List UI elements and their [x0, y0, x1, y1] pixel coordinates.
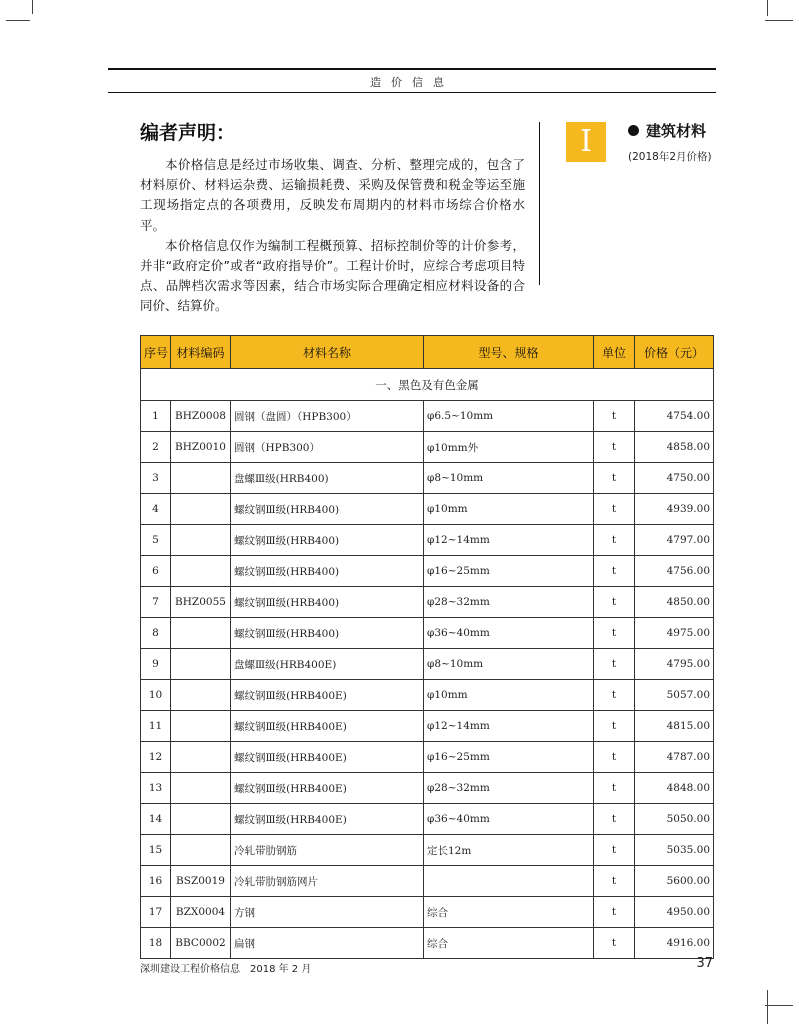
- cell-no: 3: [141, 463, 171, 494]
- cell-spec: φ28~32mm: [424, 773, 594, 804]
- table-row: [141, 494, 714, 525]
- cell-name: 螺纹钢Ⅲ级(HRB400E): [231, 711, 424, 742]
- crop-mark-bottom-right: [765, 1005, 793, 1006]
- cell-spec: φ36~40mm: [424, 618, 594, 649]
- cell-name: 盘螺Ⅲ级(HRB400): [231, 463, 424, 494]
- notice-title: 编者声明：: [140, 122, 236, 144]
- table-row: [141, 835, 714, 866]
- table-row: [141, 401, 714, 432]
- table-row: [141, 897, 714, 928]
- cell-no: 10: [141, 680, 171, 711]
- cell-spec: 综合: [424, 897, 594, 928]
- editor-notice: [140, 118, 525, 317]
- section-title: [628, 120, 706, 141]
- cell-unit: t: [594, 897, 635, 928]
- cell-price: 4950.00: [635, 897, 714, 928]
- cell-name: 方钢: [231, 897, 424, 928]
- cell-price: 4850.00: [635, 587, 714, 618]
- cell-code: BZX0004: [171, 897, 231, 928]
- cell-name: 螺纹钢Ⅲ级(HRB400E): [231, 742, 424, 773]
- cell-code: [171, 773, 231, 804]
- cell-no: 12: [141, 742, 171, 773]
- cell-no: 11: [141, 711, 171, 742]
- cell-no: 15: [141, 835, 171, 866]
- table-row: [141, 773, 714, 804]
- section-title-text: 建筑材料: [646, 122, 707, 140]
- cell-name: 圆钢（盘圆）（HPB300）: [231, 401, 424, 432]
- cell-unit: t: [594, 835, 635, 866]
- cell-unit: t: [594, 587, 635, 618]
- crop-mark-top-left: [6, 20, 30, 21]
- cell-name: 圆钢（HPB300）: [231, 432, 424, 463]
- cell-spec: 定长12m: [424, 835, 594, 866]
- cell-price: 4916.00: [635, 928, 714, 959]
- cell-code: [171, 711, 231, 742]
- group-row: [141, 369, 714, 401]
- cell-code: BHZ0008: [171, 401, 231, 432]
- cell-unit: t: [594, 401, 635, 432]
- publication-date: 2018 年 2 月: [250, 964, 312, 975]
- cell-price: 5600.00: [635, 866, 714, 897]
- cell-price: 4756.00: [635, 556, 714, 587]
- cell-name: 冷轧带肋钢筋: [231, 835, 424, 866]
- cell-price: 4848.00: [635, 773, 714, 804]
- cell-price: 4815.00: [635, 711, 714, 742]
- cell-unit: t: [594, 773, 635, 804]
- cell-code: [171, 742, 231, 773]
- table-row: [141, 866, 714, 897]
- cell-code: [171, 835, 231, 866]
- cell-code: BHZ0055: [171, 587, 231, 618]
- cell-unit: t: [594, 525, 635, 556]
- price-table: [140, 335, 714, 959]
- table-row: [141, 742, 714, 773]
- publication-name: 深圳建设工程价格信息: [140, 964, 240, 975]
- table-header-row: [141, 336, 714, 369]
- cell-no: 16: [141, 866, 171, 897]
- cell-spec: [424, 866, 594, 897]
- cell-spec: φ12~14mm: [424, 525, 594, 556]
- cell-no: 18: [141, 928, 171, 959]
- cell-code: BBC0002: [171, 928, 231, 959]
- cell-code: BSZ0019: [171, 866, 231, 897]
- cell-name: 冷轧带肋钢筋网片: [231, 866, 424, 897]
- col-header-no: 序号: [141, 336, 171, 369]
- cell-spec: φ6.5~10mm: [424, 401, 594, 432]
- cell-unit: t: [594, 928, 635, 959]
- cell-unit: t: [594, 494, 635, 525]
- notice-paragraph-2: 本价格信息仅作为编制工程概预算、招标控制价等的计价参考，并非“政府定价”或者“政府指导价”。工程计价时，应综合考虑项目特点、品牌档次需求等因素，结合市场实际合理确定相应材料设备的合同价、结算价。: [140, 237, 525, 314]
- vertical-divider: [539, 122, 540, 285]
- col-header-price: 价格（元）: [635, 336, 714, 369]
- cell-no: 8: [141, 618, 171, 649]
- crop-mark-top-left-v: [32, 0, 33, 14]
- section-subtitle: (2018年2月价格): [628, 151, 712, 163]
- cell-spec: 综合: [424, 928, 594, 959]
- table-row: [141, 525, 714, 556]
- cell-name: 螺纹钢Ⅲ级(HRB400E): [231, 680, 424, 711]
- cell-code: [171, 463, 231, 494]
- col-header-code: 材料编码: [171, 336, 231, 369]
- table-row: [141, 680, 714, 711]
- header-rule-top: [108, 68, 716, 70]
- crop-mark-top-right: [765, 20, 793, 21]
- cell-price: 5057.00: [635, 680, 714, 711]
- notice-paragraph-1: 本价格信息是经过市场收集、调查、分析、整理完成的，包含了材料原价、材料运杂费、运输损耗费、采购及保管费和税金等运至施工现场指定点的各项费用，反映发布周期内的材料市场综合价格水平。: [140, 157, 525, 233]
- cell-price: 4754.00: [635, 401, 714, 432]
- cell-price: 4795.00: [635, 649, 714, 680]
- cell-unit: t: [594, 556, 635, 587]
- cell-spec: φ8~10mm: [424, 463, 594, 494]
- running-title: 造价信息: [370, 76, 454, 89]
- header-rule-bottom: [108, 92, 716, 93]
- table-row: [141, 618, 714, 649]
- page-number: 37: [696, 956, 713, 971]
- cell-name: 盘螺Ⅲ级(HRB400E): [231, 649, 424, 680]
- cell-price: 4787.00: [635, 742, 714, 773]
- cell-price: 5050.00: [635, 804, 714, 835]
- cell-price: 4797.00: [635, 525, 714, 556]
- cell-spec: φ36~40mm: [424, 804, 594, 835]
- cell-no: 17: [141, 897, 171, 928]
- cell-unit: t: [594, 463, 635, 494]
- cell-code: [171, 680, 231, 711]
- cell-name: 螺纹钢Ⅲ级(HRB400): [231, 556, 424, 587]
- table-row: [141, 587, 714, 618]
- cell-unit: t: [594, 711, 635, 742]
- table-row: [141, 432, 714, 463]
- cell-name: 螺纹钢Ⅲ级(HRB400): [231, 587, 424, 618]
- cell-code: BHZ0010: [171, 432, 231, 463]
- cell-no: 6: [141, 556, 171, 587]
- table-row: [141, 711, 714, 742]
- crop-mark-top-right-v: [767, 0, 768, 16]
- cell-code: [171, 804, 231, 835]
- cell-unit: t: [594, 618, 635, 649]
- cell-name: 螺纹钢Ⅲ级(HRB400): [231, 494, 424, 525]
- cell-no: 4: [141, 494, 171, 525]
- cell-unit: t: [594, 680, 635, 711]
- cell-code: [171, 494, 231, 525]
- cell-spec: φ16~25mm: [424, 742, 594, 773]
- cell-price: 4975.00: [635, 618, 714, 649]
- table-row: [141, 928, 714, 959]
- section-numeral-badge: I: [566, 122, 606, 162]
- cell-spec: φ12~14mm: [424, 711, 594, 742]
- cell-no: 7: [141, 587, 171, 618]
- cell-code: [171, 618, 231, 649]
- cell-no: 13: [141, 773, 171, 804]
- cell-price: 4858.00: [635, 432, 714, 463]
- cell-code: [171, 649, 231, 680]
- group-title: 一、黑色及有色金属: [141, 369, 714, 401]
- col-header-spec: 型号、规格: [424, 336, 594, 369]
- cell-spec: φ10mm: [424, 494, 594, 525]
- table-row: [141, 556, 714, 587]
- cell-unit: t: [594, 804, 635, 835]
- cell-no: 14: [141, 804, 171, 835]
- table-row: [141, 649, 714, 680]
- cell-spec: φ10mm外: [424, 432, 594, 463]
- cell-spec: φ8~10mm: [424, 649, 594, 680]
- cell-name: 螺纹钢Ⅲ级(HRB400): [231, 618, 424, 649]
- cell-unit: t: [594, 432, 635, 463]
- cell-code: [171, 556, 231, 587]
- cell-name: 螺纹钢Ⅲ级(HRB400E): [231, 804, 424, 835]
- crop-mark-bottom-right-v: [767, 990, 768, 1024]
- cell-spec: φ10mm: [424, 680, 594, 711]
- col-header-unit: 单位: [594, 336, 635, 369]
- cell-unit: t: [594, 866, 635, 897]
- bullet-dot-icon: [628, 125, 639, 136]
- cell-code: [171, 525, 231, 556]
- cell-spec: φ16~25mm: [424, 556, 594, 587]
- cell-price: 4750.00: [635, 463, 714, 494]
- cell-price: 5035.00: [635, 835, 714, 866]
- cell-name: 扁钢: [231, 928, 424, 959]
- cell-no: 1: [141, 401, 171, 432]
- cell-unit: t: [594, 649, 635, 680]
- cell-no: 5: [141, 525, 171, 556]
- col-header-name: 材料名称: [231, 336, 424, 369]
- cell-price: 4939.00: [635, 494, 714, 525]
- cell-spec: φ28~32mm: [424, 587, 594, 618]
- cell-no: 2: [141, 432, 171, 463]
- cell-unit: t: [594, 742, 635, 773]
- table-row: [141, 804, 714, 835]
- table-row: [141, 463, 714, 494]
- footer-publication: [140, 960, 321, 975]
- cell-no: 9: [141, 649, 171, 680]
- cell-name: 螺纹钢Ⅲ级(HRB400): [231, 525, 424, 556]
- cell-name: 螺纹钢Ⅲ级(HRB400E): [231, 773, 424, 804]
